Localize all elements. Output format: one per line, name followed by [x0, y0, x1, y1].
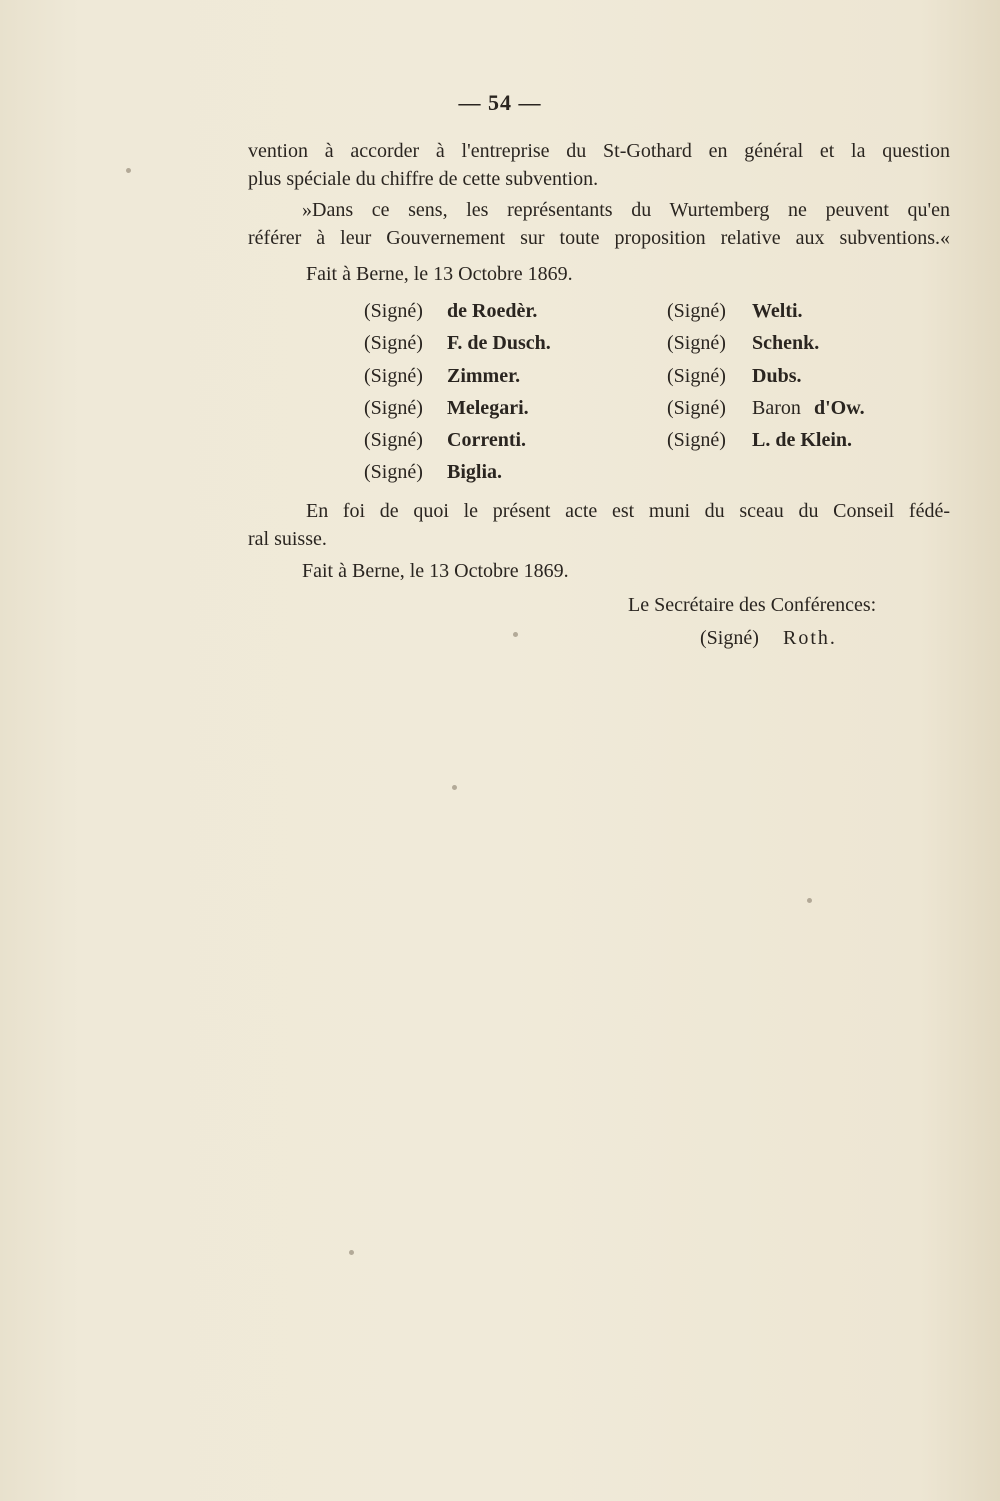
signature-name: Correnti. [447, 429, 527, 451]
signature-prefix: (Signé) [667, 429, 726, 451]
page-number: — 54 — [458, 90, 542, 115]
signature-name: Welti. [752, 300, 803, 322]
signature-prefix: (Signé) [667, 365, 726, 387]
paragraph-line: En foi de quoi le présent acte est muni du sceau du Conseil fédé- [306, 500, 950, 522]
paragraph-line: référer à leur Gouvernement sur toute proposition relative aux subventions.« [248, 227, 950, 249]
signature-prefix: (Signé) [364, 397, 423, 419]
paragraph-line: vention à accorder à l'entreprise du St-Gothard en général et la question [248, 140, 950, 162]
paragraph-line: plus spéciale du chiffre de cette subvention. [248, 168, 599, 190]
signature-prefix: (Signé) [364, 461, 423, 483]
signature-prefix: (Signé) [667, 397, 726, 419]
signature-name: de Roedèr. [447, 300, 538, 322]
signature-prefix: (Signé) [364, 300, 423, 322]
paper-speck [513, 632, 518, 637]
secretary-signature-prefix: (Signé) [700, 627, 759, 649]
signature-prefix: (Signé) [364, 332, 423, 354]
signature-prefix: (Signé) [667, 300, 726, 322]
signature-name: F. de Dusch. [447, 332, 551, 354]
signature-name: d'Ow. [814, 397, 865, 419]
secretary-title: Le Secrétaire des Conférences: [628, 594, 877, 616]
signature-name: Melegari. [447, 397, 529, 419]
place-date: Fait à Berne, le 13 Octobre 1869. [306, 263, 573, 285]
paper-speck [807, 898, 812, 903]
paper-speck [349, 1250, 354, 1255]
paper-speck [452, 785, 457, 790]
paragraph-line: »Dans ce sens, les représentants du Wurtemberg ne peuvent qu'en [302, 199, 950, 221]
paper-speck [126, 168, 131, 173]
signature-name-plain: Baron [752, 397, 801, 419]
paragraph-line: ral suisse. [248, 528, 327, 550]
signature-name: Zimmer. [447, 365, 521, 387]
signature-name: Schenk. [752, 332, 820, 354]
signature-name: Dubs. [752, 365, 802, 387]
signature-prefix: (Signé) [364, 429, 423, 451]
signature-prefix: (Signé) [667, 332, 726, 354]
secretary-signature-name: Roth. [783, 627, 837, 649]
signature-name: L. de Klein. [752, 429, 853, 451]
place-date: Fait à Berne, le 13 Octobre 1869. [302, 560, 569, 582]
signature-name: Biglia. [447, 461, 503, 483]
signature-prefix: (Signé) [364, 365, 423, 387]
